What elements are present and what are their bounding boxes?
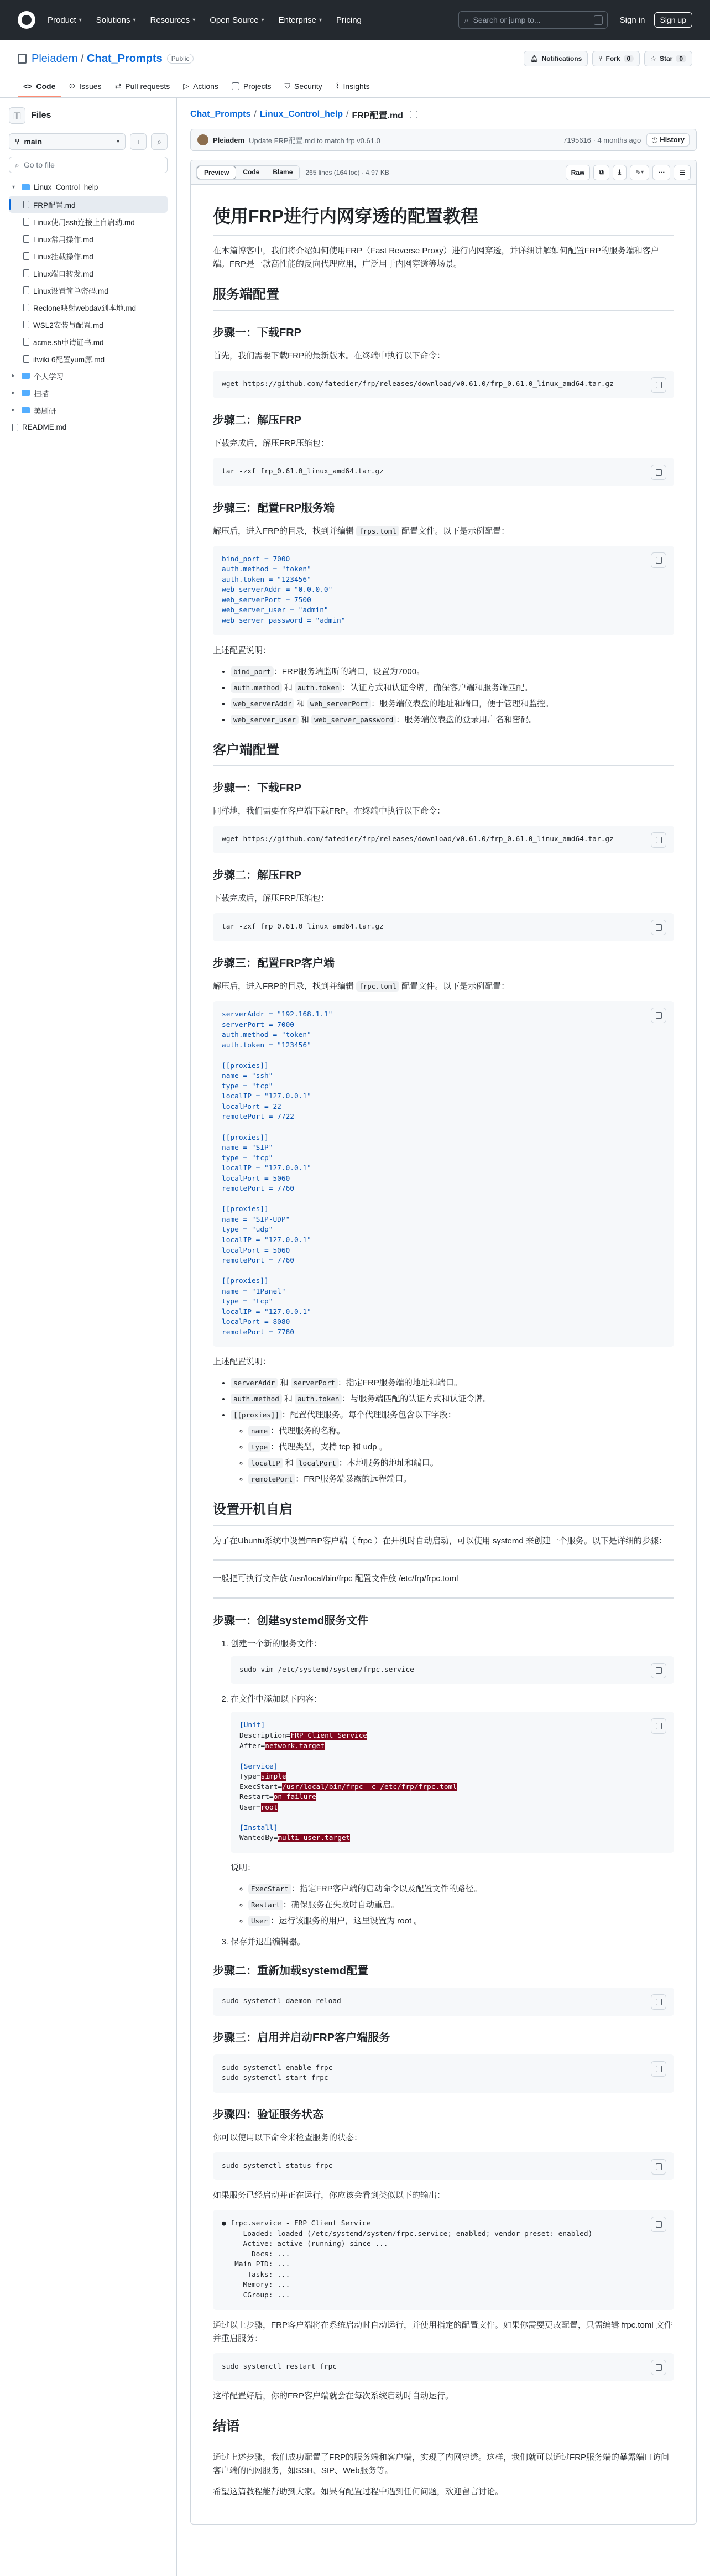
chevron-down-icon: ▾ xyxy=(319,17,322,23)
code-icon: <> xyxy=(23,82,33,91)
tree-file[interactable] xyxy=(9,419,168,436)
play-icon: ▷ xyxy=(183,81,190,90)
fork-button[interactable]: ⑂ Fork 0 xyxy=(592,51,640,66)
folder-icon xyxy=(22,390,30,396)
list-item: ◦ Restart ：确保服务在失败时自动重启。 xyxy=(248,1899,674,1912)
conclusion-text: 通过上述步骤，我们成功配置了FRP的服务端和客户端，实现了内网穿透。这样，我们就可以通过FRP服务端的暴露端口访问客户端的内网服务，如SSH、SIP、Web服务等。 xyxy=(213,2453,670,2476)
doc-title: 使用FRP进行内网穿透的配置教程 xyxy=(213,202,674,236)
tree-item-label: FRP配置.md xyxy=(33,201,76,210)
tree-file[interactable] xyxy=(9,264,168,281)
sidebar-title: Files xyxy=(31,111,51,120)
search-files-button[interactable] xyxy=(151,133,168,150)
chevron-right-icon: ▸ xyxy=(12,373,15,379)
tab-insights[interactable]: ⌇ Insights xyxy=(335,81,370,91)
list-item: • auth.method 和 auth.token ：认证方式和认证令牌，确保客户端和服务端匹配。 xyxy=(231,681,674,695)
table-icon xyxy=(232,82,239,90)
tree-item-label: Linux使用ssh连接上自启动.md xyxy=(33,218,135,227)
branch-icon: ⑂ xyxy=(15,137,20,146)
boot-explain: 说明： xyxy=(231,1863,256,1873)
nav-product[interactable]: Product ▾ xyxy=(48,15,82,25)
file-icon xyxy=(23,252,29,260)
list-item: ◦ type ：代理类型，支持 tcp 和 udp 。 xyxy=(248,1441,674,1454)
notifications-button[interactable]: 🔔︎ Notifications xyxy=(524,51,588,66)
list-item: • web_serverAddr 和 web_serverPort ：服务端仪表盘的地址和端口，便于管理和监控。 xyxy=(231,697,674,711)
file-icon xyxy=(23,269,29,277)
file-icon xyxy=(23,286,29,294)
tab-security[interactable]: ⛉ Security xyxy=(284,81,322,91)
file-viewer xyxy=(190,160,697,2525)
outline-button[interactable] xyxy=(674,165,691,180)
slash-key-icon xyxy=(594,15,603,25)
shield-icon: ⛉ xyxy=(284,81,291,90)
breadcrumb-file: FRP配置.md xyxy=(352,111,403,121)
list-item: ◦ remotePort ：FRP服务端暴露的远程端口。 xyxy=(248,1473,674,1486)
client-step1-heading: 步骤一：下载FRP xyxy=(213,781,301,794)
commit-hash[interactable]: 7195616 · 4 months ago xyxy=(563,135,641,144)
tree-item-label: README.md xyxy=(22,423,67,431)
copy-icon xyxy=(656,1723,662,1729)
chevron-down-icon: ▾ xyxy=(12,184,15,190)
file-icon xyxy=(23,218,29,226)
boot-after: 通过以上步骤，FRP客户端将在系统启动时自动运行，并使用指定的配置文件。如果你需要更改配置，只需编辑 frpc.toml 文件并重启服务： xyxy=(213,2320,672,2343)
copy-code-button[interactable] xyxy=(651,2360,666,2375)
boot-step2-heading: 步骤二：重新加载systemd配置 xyxy=(213,1964,369,1977)
chevron-down-icon: ▾ xyxy=(133,17,136,23)
collapse-sidebar-button[interactable] xyxy=(9,107,25,124)
github-logo-icon[interactable] xyxy=(18,11,35,29)
avatar xyxy=(197,134,208,145)
pull-request-icon: ⇄ xyxy=(114,81,122,90)
file-icon xyxy=(23,235,29,243)
tree-file[interactable] xyxy=(9,350,168,367)
tree-file[interactable] xyxy=(9,299,168,316)
copy-code-button[interactable] xyxy=(651,1663,666,1678)
list-item: • web_server_user 和 web_server_password ：服务端仪表盘的登录用户名和密码。 xyxy=(231,713,674,727)
tree-item-label: ifwiki 6配置yum源.md xyxy=(33,355,105,364)
conclusion-text2: 希望这篇教程能帮助到大家。如果有配置过程中遇到任何问题，欢迎留言讨论。 xyxy=(213,2487,504,2497)
boot-step4-heading: 步骤四：验证服务状态 xyxy=(213,2108,323,2121)
nav-open-source[interactable]: Open Source ▾ xyxy=(210,15,264,25)
blame-button[interactable]: Blame xyxy=(266,166,299,179)
client-step3-heading: 步骤三：配置FRP客户端 xyxy=(213,957,335,969)
download-button[interactable] xyxy=(613,165,627,180)
copy-code-button[interactable] xyxy=(651,832,666,848)
list-item: • serverAddr 和 serverPort ：指定FRP服务端的地址和端口。 xyxy=(231,1376,674,1390)
tab-code[interactable]: <> Code xyxy=(18,82,61,97)
chevron-down-icon: ▾ xyxy=(79,17,82,23)
issue-icon: ⊙ xyxy=(69,81,76,90)
copy-code-button[interactable] xyxy=(651,465,666,480)
tree-item-label: Linux端口转发.md xyxy=(33,269,93,278)
folder-icon xyxy=(22,373,30,379)
code-block-status: ● frpc.service - FRP Client Service Loaded: loaded (/etc/systemd/system/frpc.service; enabled; vendor preset: enabled) Active: active (running) since ... Docs: ... Main PID: ... Tasks: ... Memory: ... CGroup: ... xyxy=(213,2210,674,2309)
tree-item-label: WSL2安装与配置.md xyxy=(33,321,103,330)
list-item: 2. 在文件中添加以下内容： [Unit] Description=FRP Client Service After=network.target [Service] Type=simple ExecStart=/usr/local/bin/frpc -c /etc/frp/frpc.toml Restart=on-failure User=root [Install] WantedBy=multi-user.target 说明： ◦ ExecStart ：指定FRP客户端的启动命令以及配置文件的路径。 ◦ Restart ：确保服务在失败时自动重启。 ◦ User ：运行该服务的用户，这里设置为 root 。 xyxy=(231,1693,674,1928)
copy-icon xyxy=(656,1667,662,1674)
repo-icon xyxy=(18,54,27,64)
client-step2-text: 下载完成后，解压FRP压缩包： xyxy=(213,894,330,904)
conclusion-heading: 结语 xyxy=(213,2416,674,2442)
repo-owner-link[interactable]: Pleiadem xyxy=(32,52,78,65)
client-step2-heading: 步骤二：解压FRP xyxy=(213,869,301,882)
copy-icon xyxy=(656,557,662,564)
intro-paragraph: 在本篇博客中，我们将介绍如何使用FRP（Fast Reverse Proxy）进行内网穿透，并详细讲解如何配置FRP的服务端和客户端。FRP是一款高性能的反向代理应用，广泛用于内网穿透等场景。 xyxy=(213,246,659,269)
branch-selector[interactable]: ⑂ main ▾ xyxy=(9,133,126,150)
code-block: sudo systemctl enable frpc sudo systemctl start frpc xyxy=(213,2054,674,2093)
pencil-icon: ✎ xyxy=(635,168,641,176)
list-item: ◦ ExecStart ：指定FRP客户端的启动命令以及配置文件的路径。 xyxy=(248,1883,674,1896)
copy-icon xyxy=(656,924,662,931)
file-icon xyxy=(23,355,29,363)
file-header xyxy=(191,160,696,185)
server-heading: 服务端配置 xyxy=(213,284,674,310)
list-icon: ☰ xyxy=(679,168,685,176)
tab-projects[interactable]: Projects xyxy=(226,82,277,97)
client-step3-text: 解压后，进入FRP的目录，找到并编辑 frpc.toml 配置文件。以下是示例配置： xyxy=(213,981,510,991)
tree-file[interactable] xyxy=(9,281,168,299)
copy-icon xyxy=(656,469,662,476)
top-nav xyxy=(48,15,362,25)
copy-code-button[interactable] xyxy=(651,2159,666,2175)
code-button[interactable]: Code xyxy=(236,166,266,179)
code-block: tar -zxf frp_0.61.0_linux_amd64.tar.gz xyxy=(213,458,674,486)
chevron-down-icon: ▾ xyxy=(261,17,264,23)
view-mode-toggle xyxy=(196,165,300,180)
copy-icon xyxy=(656,2066,662,2072)
history-button[interactable]: ◷ History xyxy=(646,133,690,147)
file-icon xyxy=(23,201,29,208)
autostart-heading: 设置开机自启 xyxy=(213,1499,674,1525)
tab-actions[interactable]: ▷ Actions xyxy=(183,81,218,91)
unit-fields-list xyxy=(231,1883,674,1928)
file-icon xyxy=(12,424,18,431)
raw-button[interactable]: Raw xyxy=(566,165,591,180)
search-icon: ⌕ xyxy=(464,15,469,24)
sidebar-icon: ▥ xyxy=(13,111,22,121)
tree-folder[interactable] xyxy=(9,401,168,419)
copy-icon: ⧉ xyxy=(599,168,604,176)
plus-icon: + xyxy=(135,137,141,146)
graph-icon: ⌇ xyxy=(335,81,340,90)
copy-icon xyxy=(656,2163,662,2170)
search-input[interactable]: ⌕ Search or jump to... xyxy=(458,11,608,29)
file-icon xyxy=(23,338,29,346)
copy-raw-button[interactable] xyxy=(593,165,609,180)
copy-code-button[interactable] xyxy=(651,1994,666,2010)
tree-item-label: acme.sh申请证书.md xyxy=(33,338,104,347)
tree-folder[interactable] xyxy=(9,179,168,196)
code-block: sudo systemctl restart frpc xyxy=(213,2353,674,2381)
clock-icon: ◷ xyxy=(651,135,660,144)
kebab-icon: ⋯ xyxy=(658,168,665,176)
breadcrumb-repo[interactable]: Chat_Prompts xyxy=(190,109,251,119)
client-config-list xyxy=(213,1376,674,1486)
file-icon xyxy=(23,321,29,328)
tree-item-label: 扫描 xyxy=(34,389,49,398)
code-block-frpc: serverAddr = "192.168.1.1" serverPort = 7000 auth.method = "token" auth.token = "123456" [[proxies]] name = "ssh" type = "tcp" localIP = "127.0.0.1" localPort = 22 remotePort = 7722 [[proxies]] name = "SIP" type = "tcp" localIP = "127.0.0.1" localPort = 5060 remotePort = 7760 [[proxies]] name = "SIP-UDP" type = "udp" localIP = "127.0.0.1" localPort = 5060 remotePort = 7760 [[proxies]] name = "1Panel" type = "tcp" localIP = "127.0.0.1" localPort = 8080 remotePort = 7780 xyxy=(213,1001,674,1347)
commit-author[interactable]: Pleiadem xyxy=(213,135,245,144)
tree-file[interactable] xyxy=(9,247,168,264)
code-block: wget https://github.com/fatedier/frp/releases/download/v0.61.0/frp_0.61.0_linux_amd64.tar.gz xyxy=(213,826,674,854)
fork-icon: ⑂ xyxy=(598,55,603,62)
copy-code-button[interactable] xyxy=(651,2217,666,2232)
code-block: bind_port = 7000 auth.method = "token" auth.token = "123456" web_serverAddr = "0.0.0.0" web_serverPort = 7500 web_server_user = "admin" web_server_password = "admin" xyxy=(213,546,674,635)
repo-tabs xyxy=(18,75,692,97)
tree-file[interactable] xyxy=(9,230,168,247)
server-step2-text: 下载完成后，解压FRP压缩包： xyxy=(213,439,330,449)
tree-folder[interactable] xyxy=(9,384,168,401)
server-step2-heading: 步骤二：解压FRP xyxy=(213,414,301,427)
list-item: • auth.method 和 auth.token ：与服务端匹配的认证方式和认证令牌。 xyxy=(231,1393,674,1406)
list-item: • bind_port ：FRP服务端监听的端口，设置为7000。 xyxy=(231,665,674,679)
breadcrumb-folder[interactable]: Linux_Control_help xyxy=(259,109,343,119)
tree-item-label: 个人学习 xyxy=(34,372,64,381)
proxy-fields-list xyxy=(231,1425,674,1486)
copy-icon xyxy=(656,2221,662,2228)
tab-pull-requests[interactable]: ⇄ Pull requests xyxy=(114,81,170,91)
repo-title: Pleiadem / Chat_Prompts xyxy=(32,52,163,65)
repo-name-link[interactable]: Chat_Prompts xyxy=(87,52,163,65)
server-step3-text: 解压后，进入FRP的目录，找到并编辑 frps.toml 配置文件。以下是示例配置： xyxy=(213,526,510,536)
copy-code-button[interactable] xyxy=(651,920,666,935)
autostart-note: 一般把可执行文件放 /usr/local/bin/frpc 配置文件放 /etc/frp/frpc.toml xyxy=(213,1573,458,1583)
global-header xyxy=(0,0,710,40)
folder-icon xyxy=(22,184,30,190)
preview-button[interactable]: Preview xyxy=(197,166,236,179)
chevron-right-icon: ▸ xyxy=(12,407,15,413)
server-explain: 上述配置说明： xyxy=(213,645,272,655)
fork-count: 0 xyxy=(624,55,634,62)
file-tree-sidebar xyxy=(0,98,177,2576)
list-item: • [[proxies]] ：配置代理服务。每个代理服务包含以下字段： ◦ name ：代理服务的名称。 ◦ type ：代理类型，支持 tcp 和 udp 。 ◦ localIP 和 localPort ：本地服务的地址和端口。 ◦ remotePort ：FRP服务端暴露的远程端口。 xyxy=(231,1409,674,1486)
copy-icon xyxy=(656,1999,662,2005)
tree-item-label: Linux设置简单密码.md xyxy=(33,286,108,295)
server-step3-heading: 步骤三：配置FRP服务端 xyxy=(213,502,335,514)
server-step1-heading: 步骤一：下载FRP xyxy=(213,326,301,339)
nav-resources[interactable]: Resources ▾ xyxy=(150,15,196,25)
tree-item-label: Linux_Control_help xyxy=(34,183,98,191)
tree-file[interactable] xyxy=(9,316,168,333)
boot-step4-text2: 如果服务已经启动并正在运行，你应该会看到类似以下的输出： xyxy=(213,2191,446,2200)
copy-icon xyxy=(656,2364,662,2371)
server-config-list xyxy=(213,665,674,727)
copy-icon xyxy=(656,382,662,388)
bell-icon: 🔔︎ xyxy=(530,55,539,62)
nav-pricing[interactable]: Pricing xyxy=(336,15,362,25)
tree-file[interactable] xyxy=(9,213,168,230)
tree-item-label: 美剧研 xyxy=(34,406,56,415)
main-content xyxy=(177,98,710,2576)
breadcrumb: Chat_Prompts / Linux_Control_help / FRP配置.md xyxy=(190,107,697,122)
sign-up-button[interactable]: Sign up xyxy=(654,12,692,28)
copy-icon xyxy=(656,1012,662,1019)
copy-path-icon[interactable] xyxy=(410,111,417,118)
boot-steps-list xyxy=(213,1638,674,1949)
code-block: tar -zxf frp_0.61.0_linux_amd64.tar.gz xyxy=(213,913,674,941)
chevron-down-icon: ▾ xyxy=(641,169,644,175)
star-count: 0 xyxy=(676,55,686,62)
nav-enterprise[interactable]: Enterprise ▾ xyxy=(278,15,322,25)
add-file-button[interactable] xyxy=(130,133,147,150)
file-meta: 265 lines (164 loc) · 4.97 KB xyxy=(305,168,389,176)
more-options-button[interactable] xyxy=(652,165,670,180)
list-item: ◦ name ：代理服务的名称。 xyxy=(248,1425,674,1438)
tree-file[interactable] xyxy=(9,196,168,213)
search-icon: ⌕ xyxy=(157,137,161,146)
go-to-file-input[interactable]: ⌕ Go to file xyxy=(9,157,168,173)
copy-code-button[interactable] xyxy=(651,1008,666,1023)
client-explain: 上述配置说明： xyxy=(213,1357,272,1367)
list-item: 3. 保存并退出编辑器。 xyxy=(231,1936,674,1949)
divider xyxy=(213,1597,674,1599)
copy-code-button[interactable] xyxy=(651,552,666,568)
tree-item-label: Linux挂载操作.md xyxy=(33,252,93,261)
list-item: ◦ User ：运行该服务的用户，这里设置为 root 。 xyxy=(248,1915,674,1928)
tree-file[interactable] xyxy=(9,333,168,350)
divider xyxy=(213,1559,674,1561)
tab-issues[interactable]: ⊙ Issues xyxy=(69,81,102,91)
server-step1-text: 首先，我们需要下载FRP的最新版本。在终端中执行以下命令： xyxy=(213,351,446,361)
latest-commit-bar xyxy=(190,129,697,151)
chevron-down-icon: ▾ xyxy=(116,138,119,145)
commit-message[interactable]: Update FRP配置.md to match frp v0.61.0 xyxy=(249,136,380,145)
file-tree xyxy=(9,179,168,436)
markdown-body xyxy=(191,185,696,2524)
code-block: wget https://github.com/fatedier/frp/releases/download/v0.61.0/frp_0.61.0_linux_amd64.tar.gz xyxy=(213,371,674,399)
client-heading: 客户端配置 xyxy=(213,740,674,766)
star-button[interactable]: ☆ Star 0 xyxy=(644,51,692,66)
chevron-right-icon: ▸ xyxy=(12,390,15,396)
list-item: ◦ localIP 和 localPort ：本地服务的地址和端口。 xyxy=(248,1457,674,1470)
boot-step4-text: 你可以使用以下命令来检查服务的状态： xyxy=(213,2132,363,2142)
tree-folder[interactable] xyxy=(9,367,168,384)
star-icon: ☆ xyxy=(650,55,656,62)
boot-step1-heading: 步骤一：创建systemd服务文件 xyxy=(213,1614,369,1627)
copy-code-button[interactable] xyxy=(651,2061,666,2077)
file-icon xyxy=(23,304,29,311)
sign-in-link[interactable]: Sign in xyxy=(619,15,645,25)
tree-item-label: Reclone映射webdav到本地.md xyxy=(33,304,137,312)
autostart-intro: 为了在Ubuntu系统中设置FRP客户端（ frpc ）在开机时自动启动，可以使用 systemd 来创建一个服务。以下是详细的步骤： xyxy=(213,1536,667,1546)
copy-icon xyxy=(656,837,662,843)
chevron-down-icon: ▾ xyxy=(192,17,196,23)
copy-code-button[interactable] xyxy=(651,1718,666,1734)
tree-item-label: Linux常用操作.md xyxy=(33,235,93,244)
boot-step3-heading: 步骤三：启用并启动FRP客户端服务 xyxy=(213,2031,390,2044)
code-block: sudo vim /etc/systemd/system/frpc.service xyxy=(231,1656,674,1685)
edit-button[interactable] xyxy=(630,165,649,180)
list-item: 1. 创建一个新的服务文件： sudo vim /etc/systemd/system/frpc.service xyxy=(231,1638,674,1685)
visibility-badge: Public xyxy=(167,54,194,64)
copy-code-button[interactable] xyxy=(651,377,666,393)
code-block-unit: [Unit] Description=FRP Client Service After=network.target [Service] Type=simple ExecStart=/usr/local/bin/frpc -c /etc/frp/frpc.toml Restart=on-failure User=root [Install] WantedBy=multi-user.target xyxy=(231,1712,674,1853)
code-block: sudo systemctl status frpc xyxy=(213,2152,674,2181)
repo-header xyxy=(0,40,710,98)
download-icon: ⤓ xyxy=(618,168,622,176)
search-icon: ⌕ xyxy=(15,160,19,169)
folder-icon xyxy=(22,407,30,413)
client-step1-text: 同样地，我们需要在客户端下载FRP。在终端中执行以下命令： xyxy=(213,806,446,816)
code-block: sudo systemctl daemon-reload xyxy=(213,1988,674,2016)
boot-after2: 这样配置好后，你的FRP客户端就会在每次系统启动时自动运行。 xyxy=(213,2391,454,2401)
nav-solutions[interactable]: Solutions ▾ xyxy=(96,15,136,25)
